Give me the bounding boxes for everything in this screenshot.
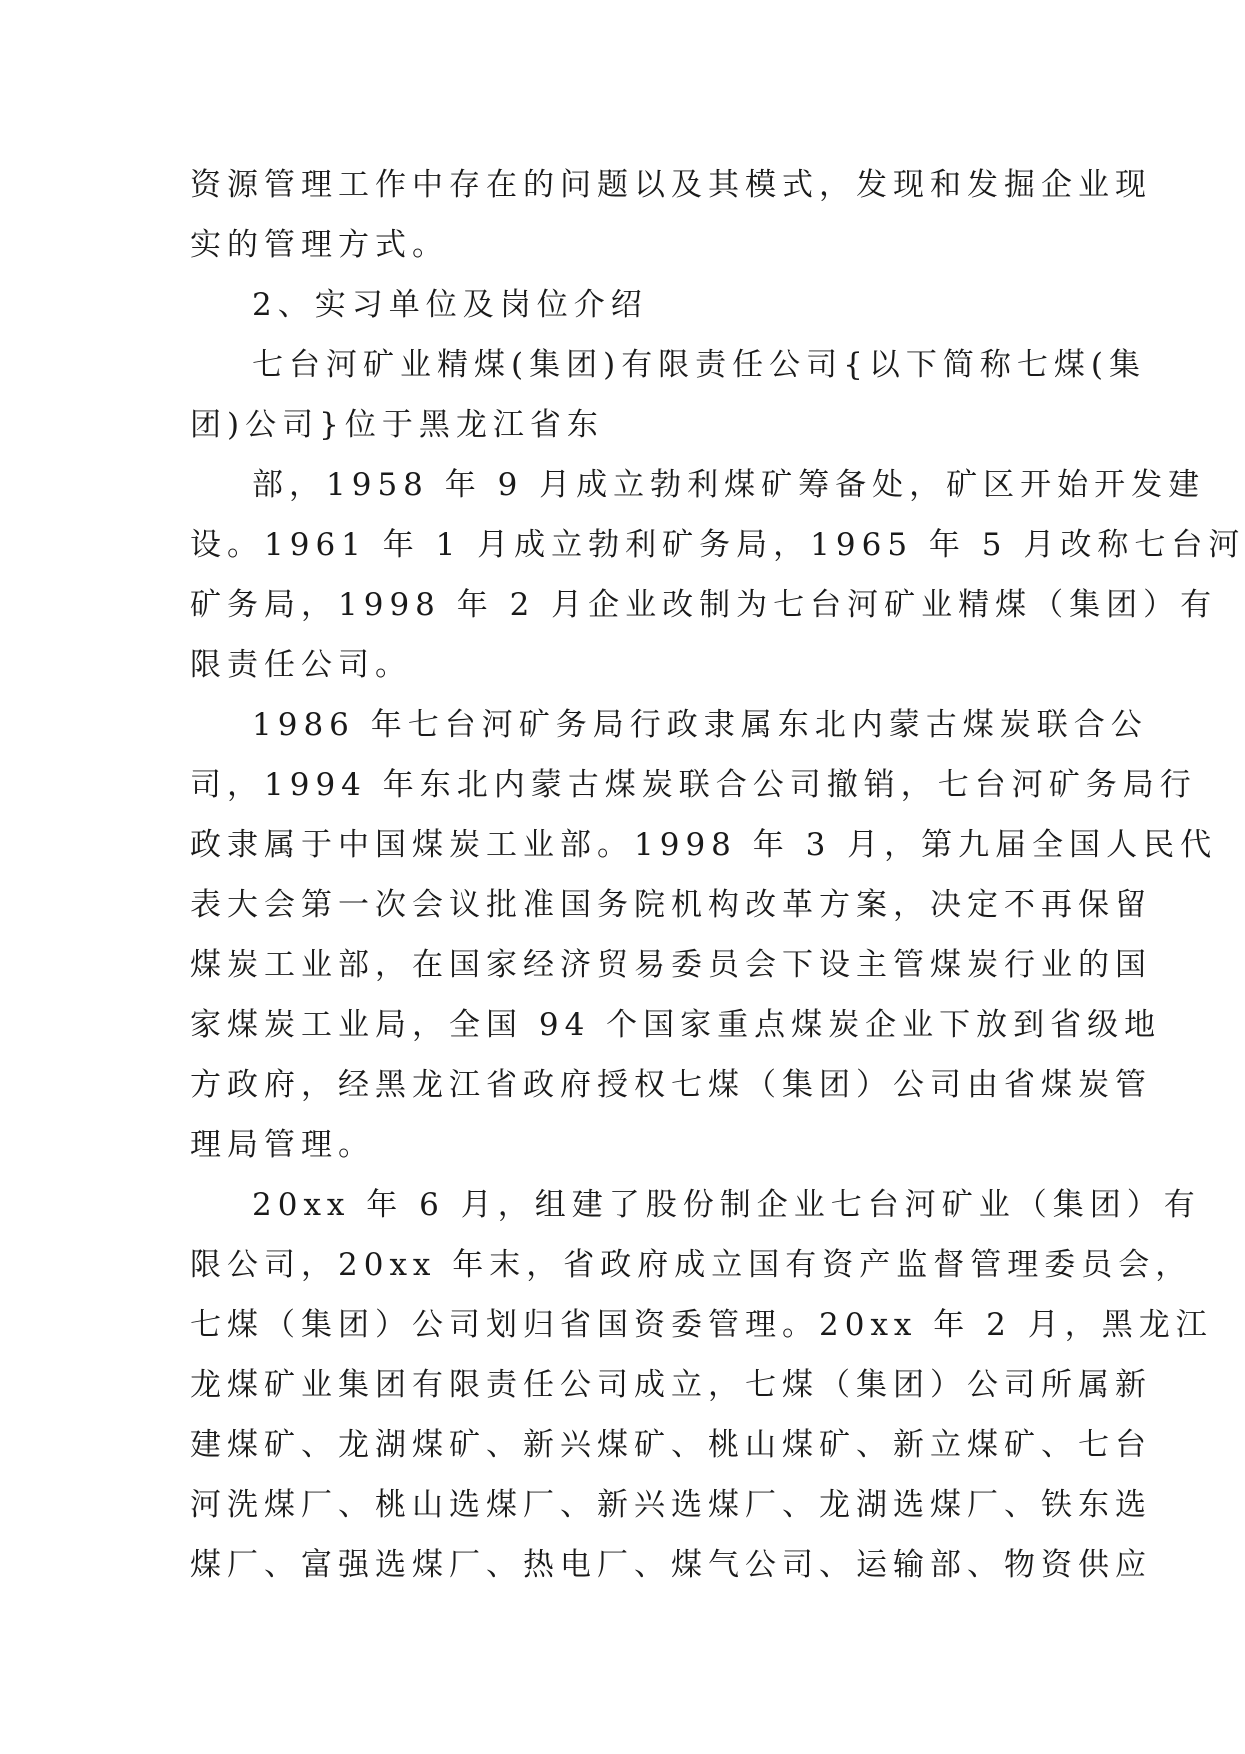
text-line: 政隶属于中国煤炭工业部。1998 年 3 月，第九届全国人民代: [190, 827, 1218, 863]
text-line: 实的管理方式。: [190, 227, 449, 263]
text-line: 1986 年七台河矿务局行政隶属东北内蒙古煤炭联合公: [252, 707, 1148, 743]
text-line: 煤炭工业部，在国家经济贸易委员会下设主管煤炭行业的国: [190, 947, 1152, 983]
paragraph-3: [190, 335, 1147, 455]
text-line: 建煤矿、龙湖煤矿、新兴煤矿、桃山煤矿、新立煤矿、七台: [190, 1427, 1152, 1463]
text-line: 七台河矿业精煤(集团)有限责任公司{以下简称七煤(集: [252, 347, 1147, 383]
text-line: 家煤炭工业局，全国 94 个国家重点煤炭企业下放到省级地: [190, 1007, 1162, 1043]
paragraph-1: [190, 155, 1152, 275]
text-line: 20xx 年 6 月，组建了股份制企业七台河矿业（集团）有: [252, 1187, 1201, 1223]
text-line: 河洗煤厂、桃山选煤厂、新兴选煤厂、龙湖选煤厂、铁东选: [190, 1487, 1152, 1523]
text-line: 2、实习单位及岗位介绍: [252, 287, 648, 323]
text-line: 表大会第一次会议批准国务院机构改革方案，决定不再保留: [190, 887, 1152, 923]
text-line: 理局管理。: [190, 1127, 375, 1163]
paragraph-4: [190, 455, 1245, 695]
text-line: 设。1961 年 1 月成立勃利矿务局，1965 年 5 月改称七台河: [190, 527, 1245, 563]
paragraph-5: [190, 695, 1218, 1175]
section-heading: [190, 275, 1052, 335]
text-line: 矿务局，1998 年 2 月企业改制为七台河矿业精煤（集团）有: [190, 587, 1218, 623]
paragraph-6: [190, 1175, 1213, 1595]
text-line: 部，1958 年 9 月成立勃利煤矿筹备处，矿区开始开发建: [252, 467, 1206, 503]
text-line: 限责任公司。: [190, 647, 412, 683]
text-line: 七煤（集团）公司划归省国资委管理。20xx 年 2 月，黑龙江: [190, 1307, 1213, 1343]
text-line: 司，1994 年东北内蒙古煤炭联合公司撤销，七台河矿务局行: [190, 767, 1197, 803]
text-line: 团)公司}位于黑龙江省东: [190, 407, 604, 443]
text-line: 方政府，经黑龙江省政府授权七煤（集团）公司由省煤炭管: [190, 1067, 1152, 1103]
text-line: 龙煤矿业集团有限责任公司成立，七煤（集团）公司所属新: [190, 1367, 1152, 1403]
text-line: 煤厂、富强选煤厂、热电厂、煤气公司、运输部、物资供应: [190, 1547, 1152, 1583]
text-line: 资源管理工作中存在的问题以及其模式，发现和发掘企业现: [190, 167, 1152, 203]
text-line: 限公司，20xx 年末，省政府成立国有资产监督管理委员会，: [190, 1247, 1193, 1283]
document-body: [190, 155, 1245, 1595]
